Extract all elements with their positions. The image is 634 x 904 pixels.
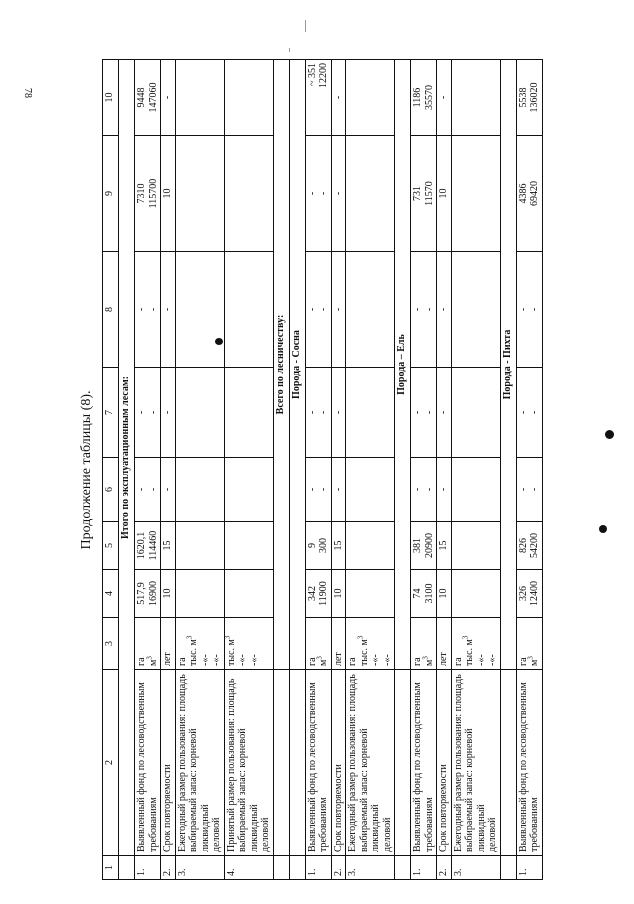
column-header: 7 — [103, 368, 119, 458]
row-number: 2. — [437, 856, 452, 880]
table-row — [437, 60, 452, 880]
unit-cell: тыс. $м^3$ -«- -«- — [224, 618, 273, 670]
row-number: 1. — [135, 856, 161, 880]
value-cell: 7310 115700 — [135, 136, 161, 252]
value-cell: 10 — [161, 136, 176, 252]
value-cell: 10 — [331, 570, 346, 618]
value-cell: - — [161, 368, 176, 458]
section-title: Всего по лесничеству: — [273, 60, 289, 670]
value-cell: 517,9 16900 — [135, 570, 161, 618]
section-row — [395, 60, 411, 880]
table-row — [305, 60, 331, 880]
row-label: Срок повторяемости — [437, 670, 452, 856]
value-cell: 15 — [161, 522, 176, 570]
row-number: 1. — [411, 856, 437, 880]
row-number: 4. — [224, 856, 273, 880]
row-label: Принятый размер пользования: площадь выбираемый запас: корневой ликвидный деловой — [224, 670, 273, 856]
value-cell: 9 300 — [305, 522, 331, 570]
row-label: Ежегодный размер пользования: площадь выбираемый запас: корневой ликвидный деловой — [451, 670, 500, 856]
column-header: 6 — [103, 458, 119, 522]
value-cell: - - — [135, 252, 161, 368]
value-cell: - - — [516, 458, 542, 522]
value-cell: - - — [305, 368, 331, 458]
section-title: Порода - Пихта — [500, 60, 516, 670]
value-cell: - — [161, 458, 176, 522]
forest-use-table — [102, 59, 543, 880]
rotated-sheet — [72, 60, 612, 880]
table-row — [161, 60, 176, 880]
section-row — [289, 60, 305, 880]
value-cell: - — [331, 60, 346, 136]
column-number-row — [103, 60, 119, 880]
row-label: Срок повторяемости — [161, 670, 176, 856]
column-header: 1 — [103, 856, 119, 880]
unit-cell: лет — [331, 618, 346, 670]
unit-cell: лет — [161, 618, 176, 670]
value-cell: 731 11570 — [411, 136, 437, 252]
section-title: Порода – Ель — [395, 60, 411, 670]
value-cell: - - — [411, 458, 437, 522]
page-number: 78 — [22, 88, 33, 98]
value-cell: - - — [305, 136, 331, 252]
value-cell: ~ 351 12200 — [305, 60, 331, 136]
column-header: 2 — [103, 670, 119, 856]
value-cell: - — [437, 60, 452, 136]
table-row — [175, 60, 224, 880]
value-cell: - - — [305, 252, 331, 368]
value-cell: 15 — [437, 522, 452, 570]
unit-cell: га $м^3$ — [305, 618, 331, 670]
row-number: 3. — [451, 856, 500, 880]
column-header: 4 — [103, 570, 119, 618]
value-cell: - — [331, 136, 346, 252]
table-row — [135, 60, 161, 880]
scan-mark — [305, 20, 306, 32]
table-row — [331, 60, 346, 880]
value-cell: - — [161, 252, 176, 368]
value-cell: 10 — [437, 136, 452, 252]
value-cell: - — [331, 458, 346, 522]
value-cell: - — [331, 252, 346, 368]
row-label: Выявленный фонд по лесоводственным требованиям — [305, 670, 331, 856]
unit-cell: га тыс. $м^3$ -«- -«- — [451, 618, 500, 670]
value-cell: 74 3100 — [411, 570, 437, 618]
unit-cell: га тыс. $м^3$ -«- -«- — [346, 618, 395, 670]
row-number: 3. — [346, 856, 395, 880]
value-cell: - - — [305, 458, 331, 522]
row-number: 2. — [161, 856, 176, 880]
value-cell: - — [437, 252, 452, 368]
unit-cell: га тыс. $м^3$ -«- -«- — [175, 618, 224, 670]
unit-cell: га $м^3$ — [135, 618, 161, 670]
table-row — [346, 60, 395, 880]
value-cell: 1620,1 114460 — [135, 522, 161, 570]
value-cell: - - — [516, 252, 542, 368]
value-cell: 1186 35570 — [411, 60, 437, 136]
value-cell: - — [331, 368, 346, 458]
value-cell: - - — [135, 368, 161, 458]
section-row — [500, 60, 516, 880]
table-row — [224, 60, 273, 880]
value-cell: - - — [516, 368, 542, 458]
row-label: Выявленный фонд по лесоводственным требованиям — [135, 670, 161, 856]
value-cell: - — [161, 60, 176, 136]
value-cell: - — [437, 458, 452, 522]
section-title: Порода - Сосна — [289, 60, 305, 670]
row-number: 2. — [331, 856, 346, 880]
section-title: Итого по эксплуатационным лесам: — [119, 60, 135, 856]
value-cell: 381 20900 — [411, 522, 437, 570]
value-cell: 15 — [331, 522, 346, 570]
column-header: 10 — [103, 60, 119, 136]
unit-cell: га $м^3$ — [411, 618, 437, 670]
row-label: Срок повторяемости — [331, 670, 346, 856]
value-cell: - - — [411, 368, 437, 458]
section-row — [273, 60, 289, 880]
value-cell: 4386 69420 — [516, 136, 542, 252]
value-cell: - - — [411, 252, 437, 368]
value-cell: 9448 147060 — [135, 60, 161, 136]
value-cell: 10 — [161, 570, 176, 618]
table-caption: Продолжение таблицы (8). — [79, 390, 94, 550]
value-cell: 10 — [437, 570, 452, 618]
row-number: 1. — [305, 856, 331, 880]
row-number: 3. — [175, 856, 224, 880]
value-cell: - - — [135, 458, 161, 522]
column-header: 8 — [103, 252, 119, 368]
value-cell: 5538 136020 — [516, 60, 542, 136]
row-label: Выявленный фонд по лесоводственным требованиям — [516, 670, 542, 856]
unit-cell: га $м^3$ — [516, 618, 542, 670]
column-header: 5 — [103, 522, 119, 570]
value-cell: 326 12400 — [516, 570, 542, 618]
column-header: 3 — [103, 618, 119, 670]
row-label: Выявленный фонд по лесоводственным требованиям — [411, 670, 437, 856]
row-label: Ежегодный размер пользования: площадь выбираемый запас: корневой ликвидный деловой — [175, 670, 224, 856]
row-number: 1. — [516, 856, 542, 880]
value-cell: 342 11900 — [305, 570, 331, 618]
column-header: 9 — [103, 136, 119, 252]
table-row — [451, 60, 500, 880]
scan-mark — [289, 48, 290, 52]
unit-cell: лет — [437, 618, 452, 670]
table-row — [516, 60, 542, 880]
table-row — [411, 60, 437, 880]
section-row — [119, 60, 135, 880]
value-cell: 826 54200 — [516, 522, 542, 570]
value-cell: - — [437, 368, 452, 458]
row-label: Ежегодный размер пользования: площадь выбираемый запас: корневой ликвидный деловой — [346, 670, 395, 856]
